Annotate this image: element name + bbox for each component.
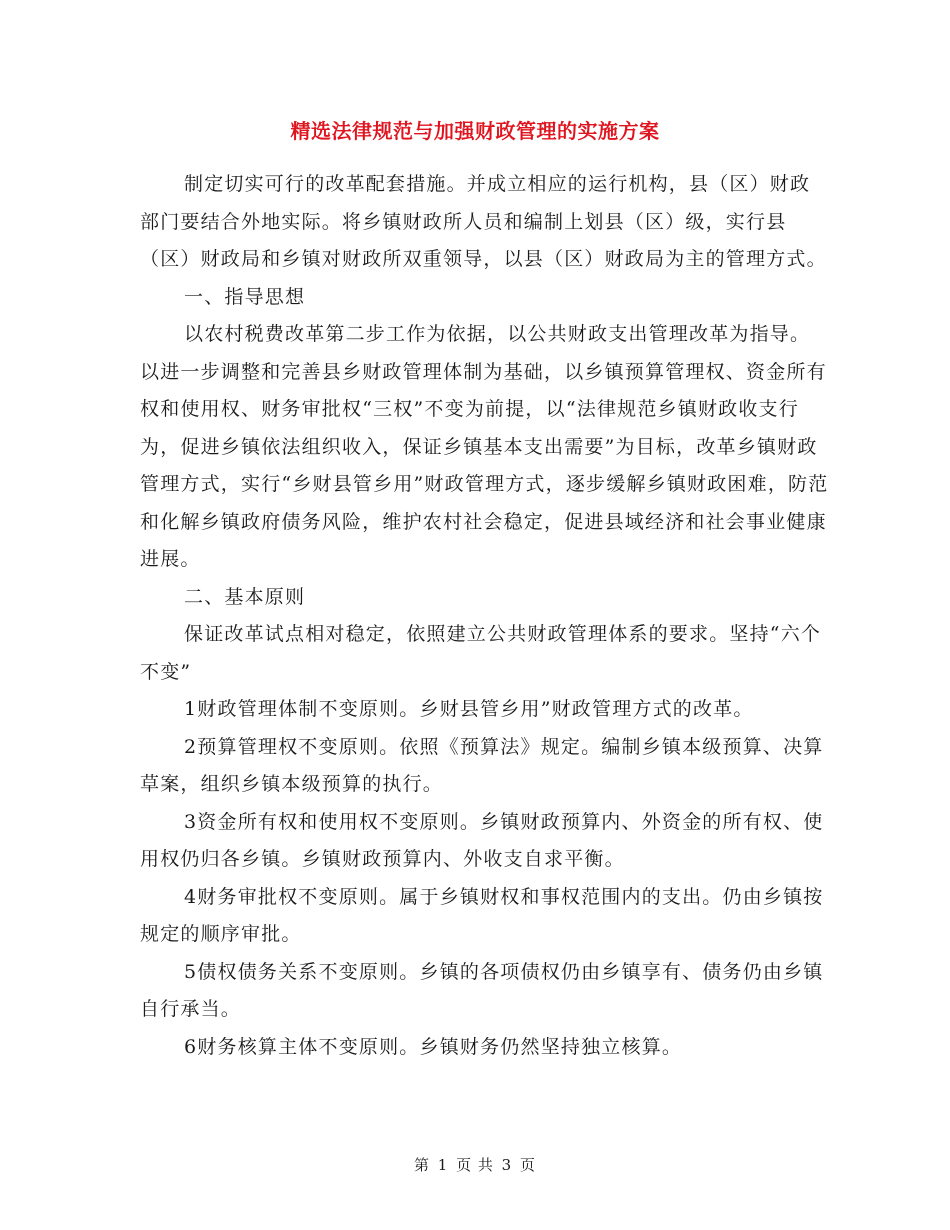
paragraph-basic-principles: 保证改革试点相对稳定，依照建立公共财政管理体系的要求。坚持“六个不变” bbox=[140, 623, 822, 683]
heading-basic-principles: 二、基本原则 bbox=[184, 585, 306, 608]
principle-item-3: 3资金所有权和使用权不变原则。乡镇财政预算内、外资金的所有权、使用权仍归各乡镇。乡镇财政预算内、外收支自求平衡。 bbox=[140, 810, 824, 870]
paragraph-guiding-principle: 以农村税费改革第二步工作为依据，以公共财政支出管理改革为指导。以进一步调整和完善县乡财政管理体制为基础，以乡镇预算管理权、资金所有权和使用权、财务审批权“三权”不变为前提，以“法律规范乡镇财政收支行为，促进乡镇依法组织收入，保证乡镇基本支出需要”为目标，改革乡镇财政管理方式，实行“乡财县管乡用”财政管理方式，逐步缓解乡镇财政困难，防范和化解乡镇政府债务风险，维护农村社会稳定，促进县域经济和社会事业健康进展。 bbox=[140, 323, 829, 570]
current-page-number: 1 bbox=[437, 1156, 449, 1174]
page-footer bbox=[0, 1154, 950, 1175]
total-pages-number: 3 bbox=[501, 1156, 513, 1174]
principle-item-2: 2预算管理权不变原则。依照《预算法》规定。编制乡镇本级预算、决算草案，组织乡镇本级预算的执行。 bbox=[140, 735, 824, 795]
heading-guiding-principle: 一、指导思想 bbox=[184, 285, 306, 308]
principle-item-1: 1财政管理体制不变原则。乡财县管乡用”财政管理方式的改革。 bbox=[184, 698, 754, 720]
page-label-prefix: 第 bbox=[413, 1156, 430, 1174]
page-label-suffix: 页 bbox=[520, 1156, 537, 1174]
principle-item-5: 5债权债务关系不变原则。乡镇的各项债权仍由乡镇享有、债务仍由乡镇自行承当。 bbox=[140, 960, 824, 1020]
paragraph-intro: 制定切实可行的改革配套措施。并成立相应的运行机构，县（区）财政部门要结合外地实际。将乡镇财政所人员和编制上划县（区）级，实行县（区）财政局和乡镇对财政所双重领导，以县（区）财政局为主的管理方式。 bbox=[140, 173, 827, 270]
page-label-mid: 页 共 bbox=[456, 1156, 494, 1174]
document-body bbox=[140, 166, 830, 1066]
principle-item-4: 4财务审批权不变原则。属于乡镇财权和事权范围内的支出。仍由乡镇按规定的顺序审批。 bbox=[140, 885, 824, 945]
principle-item-6: 6财务核算主体不变原则。乡镇财务仍然坚持独立核算。 bbox=[184, 1035, 683, 1058]
document-title: 精选法律规范与加强财政管理的实施方案 bbox=[290, 119, 660, 143]
